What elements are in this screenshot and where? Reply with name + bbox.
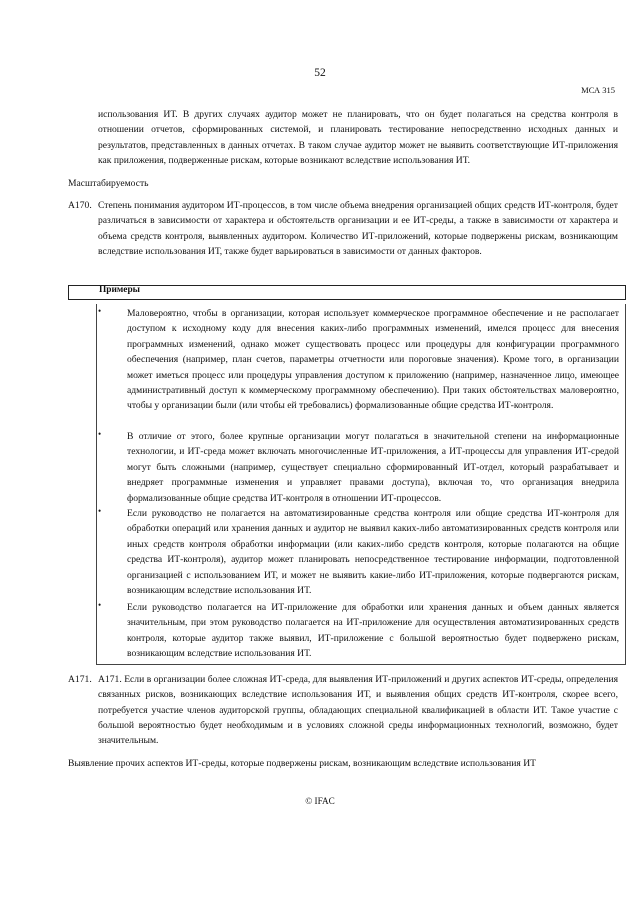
paragraph-label-a170: A170. (68, 200, 92, 211)
examples-box-header (68, 285, 626, 300)
paragraph-label-a171: A171. (68, 674, 92, 685)
examples-list (96, 304, 626, 665)
example-item-text: Если руководство полагается на ИТ-приложение для обработки или хранения данных и объем данных является значительным, при этом руководство полагается на ИТ-приложение для осуществления автоматизированных средств контроля, которые аудитор также выявил, ИТ-приложение с большой вероятностью будет подвержено рискам, возникающим вследствие использования ИТ. (127, 602, 619, 660)
footer-copyright: © IFAC (305, 796, 335, 806)
section-heading-other-aspects: Выявление прочих аспектов ИТ-среды, которые подвержены рискам, возникающим вследствие использования ИТ (68, 758, 537, 769)
paragraph-a171: A171. Если в организации более сложная ИТ-среда, для выявления ИТ-приложений и других аспектов ИТ-среды, определения связанных рисков, возникающих вследствие использования ИТ, и выявления общих средств ИТ-контроля, скорее всего, потребуется участие членов аудиторской группы, обладающих специальной квалификацией в области ИТ. Такое участие с большой вероятностью будет необходимым и в условиях сложной среды информационных технологий, возможно, будет значительным. (98, 674, 618, 747)
intro-paragraph: использования ИТ. В других случаях аудитор может не планировать, что он будет полагаться на средства контроля в отношении отчетов, сформированных системой, и планировать тестирование непосредственно исходных данных и результатов, представленных в данных отчетах. В таком случае аудитор может не выявить соответствующие ИТ-приложения как приложения, подверженные рискам, которые возникают вследствие использования ИТ. (98, 109, 618, 166)
bullet-icon: • (98, 600, 102, 610)
examples-title: Примеры (99, 285, 140, 295)
bullet-icon: • (98, 306, 102, 316)
example-item-text: Если руководство не полагается на автоматизированные средства контроля или общие средства ИТ-контроля для обработки операций или хранения данных и аудитор не выявил каких-либо автоматизированных средств контроля или иных средств контроля обработки информации (или каких-либо средств контроля, которые полагаются на общие средства ИТ-контроля), аудитор может планировать непосредственное тестирование информации, подготовленной организацией с использованием ИТ, и может не выявить какие-либо ИТ-приложения, которые подвергаются рискам, возникающим вследствие использования ИТ. (127, 508, 619, 597)
bullet-icon: • (98, 506, 102, 516)
example-item-text: Маловероятно, чтобы в организации, которая использует коммерческое программное обеспечение и не располагает доступом к исходному коду для внесения каких-либо программных изменений, имелся процесс для внесения программных изменений, однако может существовать процесс или процедуры для конфигурации программного обеспечения (например, план счетов, параметры отчетности или пороговые значения). Кроме того, в организации может иметься процесс или процедуры управления доступом к приложению (например, назначенное лицо, имеющее административный доступ к коммерческому программному обеспечению). При таких обстоятельствах маловероятно, чтобы у организации были (или чтобы ей требовались) формализованные общие средства ИТ-контроля. (127, 308, 619, 412)
example-item-text: В отличие от этого, более крупные организации могут полагаться в значительной степени на информационные технологии, и ИТ-среда может включать многочисленные ИТ-приложения, а ИТ-процессы для управления ИТ-средой могут быть сложными (например, существует специально сформированный ИТ-отдел, который разрабатывает и внедряет программные изменения и управляет правами доступа), включая то, что организация внедрила формализованные общие средства ИТ-контроля в отношении ИТ-процессов. (127, 431, 619, 504)
section-heading-scalability: Масштабируемость (68, 178, 149, 189)
paragraph-a170: Степень понимания аудитором ИТ-процессов, в том числе объема внедрения организацией общих средств ИТ-контроля, будет различаться в зависимости от характера и обстоятельств организации и ее ИТ-среды, а также в зависимости от характера и объема средств контроля, выявленных аудитором. Количество ИТ-приложений, которые подвержены рискам, возникающим вследствие использования ИТ, также будет варьироваться в зависимости от данных факторов. (98, 200, 618, 257)
bullet-icon: • (98, 429, 102, 439)
page-number: 52 (314, 67, 326, 79)
standard-label: МСА 315 (581, 85, 615, 95)
